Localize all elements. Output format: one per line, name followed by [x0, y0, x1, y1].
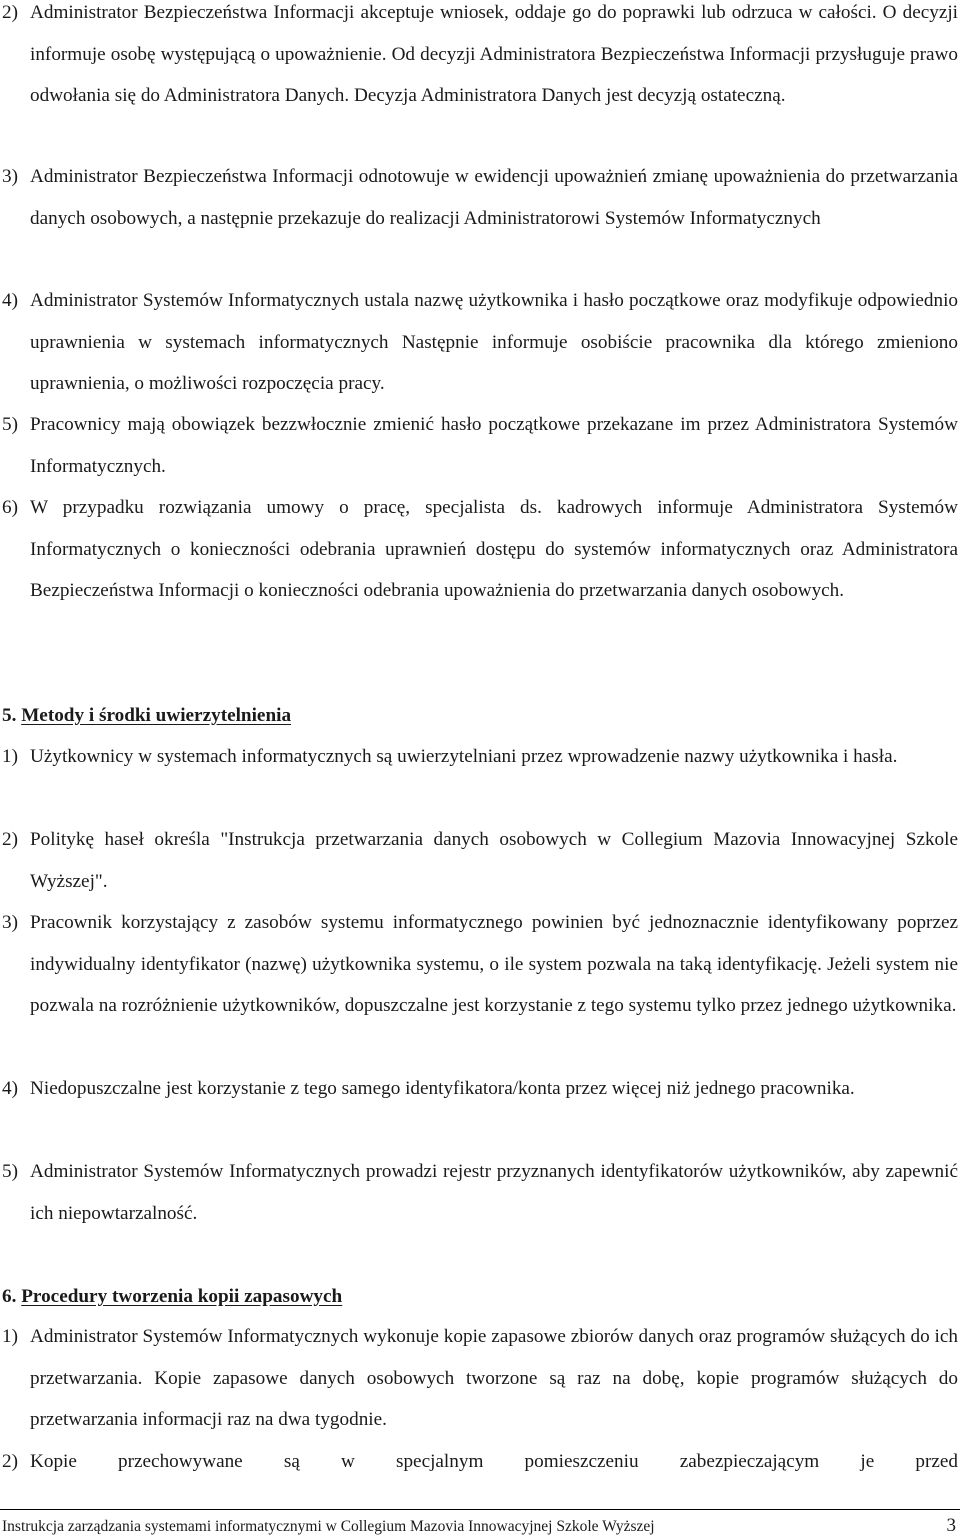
- item-number: 3): [2, 166, 18, 187]
- item-number: 2): [2, 829, 18, 850]
- item-text: Administrator Bezpieczeństwa Informacji odnotowuje w ewidencji upoważnień zmianę upoważnienia do przetwarzania danych osobowych, a następnie przekazuje do realizacji Administratorowi Systemów Informatycznych: [30, 166, 958, 229]
- section-heading: [2, 1282, 342, 1312]
- footer-title: Instrukcja zarządzania systemami informatycznymi w Collegium Mazovia Innowacyjnej Szkole Wyższej: [2, 1518, 655, 1535]
- list-item: [0, 1316, 960, 1441]
- list-item: [0, 404, 960, 487]
- section-heading: [2, 701, 291, 731]
- item-text: Administrator Systemów Informatycznych wykonuje kopie zapasowe zbiorów danych oraz programów służących do ich przetwarzania. Kopie zapasowe danych osobowych tworzone są raz na dobę, kopie programów służących do przetwarzania informacji raz na dwa tygodnie.: [30, 1326, 958, 1430]
- item-number: 1): [2, 1326, 18, 1347]
- item-text: Politykę haseł określa "Instrukcja przetwarzania danych osobowych w Collegium Mazovia Innowacyjnej Szkole Wyższej".: [30, 829, 958, 892]
- list-item: [0, 819, 960, 902]
- item-number: 4): [2, 290, 18, 311]
- item-number: 2): [2, 2, 18, 23]
- item-text: W przypadku rozwiązania umowy o pracę, specjalista ds. kadrowych informuje Administratora Systemów Informatycznych o konieczności odebrania uprawnień dostępu do systemów informatycznych oraz Administratora Bezpieczeństwa Informacji o konieczności odebrania upoważnienia do przetwarzania danych osobowych.: [30, 497, 958, 601]
- item-text: Administrator Systemów Informatycznych ustala nazwę użytkownika i hasło początkowe oraz modyfikuje odpowiednio uprawnienia w systemach informatycznych Następnie informuje osobiście pracownika dla którego zmieniono uprawnienia, o możliwości rozpoczęcia pracy.: [30, 290, 958, 394]
- list-item: [0, 1068, 960, 1110]
- item-number: 5): [2, 1161, 18, 1182]
- list-item: [0, 1151, 960, 1234]
- item-number: 6): [2, 497, 18, 518]
- list-item: [0, 902, 960, 1027]
- item-text: Niedopuszczalne jest korzystanie z tego samego identyfikatora/konta przez więcej niż jednego pracownika.: [30, 1078, 855, 1099]
- footer-divider: [0, 1509, 960, 1510]
- section-title: Metody i środki uwierzytelnienia: [21, 705, 292, 726]
- item-number: 4): [2, 1078, 18, 1099]
- list-item: [0, 156, 960, 239]
- item-text: Pracownik korzystający z zasobów systemu informatycznego powinien być jednoznacznie identyfikowany poprzez indywidualny identyfikator (nazwę) użytkownika systemu, o ile system pozwala na taką identyfikację. Jeżeli system nie pozwala na rozróżnienie użytkowników, dopuszczalne jest korzystanie z tego systemu tylko przez jednego użytkownika.: [30, 912, 958, 1016]
- section-number: 6.: [2, 1286, 17, 1307]
- list-item: [0, 736, 960, 778]
- item-text: Użytkownicy w systemach informatycznych są uwierzytelniani przez wprowadzenie nazwy użytkownika i hasła.: [30, 746, 898, 767]
- list-item: [0, 280, 960, 405]
- item-text: Kopie przechowywane są w specjalnym pomieszczeniu zabezpieczającym je przed: [30, 1451, 958, 1472]
- item-number: 1): [2, 746, 18, 767]
- list-item: [0, 487, 960, 612]
- item-text: Administrator Systemów Informatycznych prowadzi rejestr przyznanych identyfikatorów użytkowników, aby zapewnić ich niepowtarzalność.: [30, 1161, 958, 1224]
- item-number: 3): [2, 912, 18, 933]
- section-title: Procedury tworzenia kopii zapasowych: [21, 1286, 343, 1307]
- section-number: 5.: [2, 705, 17, 726]
- list-item: [0, 0, 960, 117]
- item-text: Administrator Bezpieczeństwa Informacji akceptuje wniosek, oddaje go do poprawki lub odrzuca w całości. O decyzji informuje osobę występującą o upoważnienie. Od decyzji Administratora Bezpieczeństwa Informacji przysługuje prawo odwołania się do Administratora Danych. Decyzja Administratora Danych jest decyzją ostateczną.: [30, 2, 958, 106]
- item-number: 5): [2, 414, 18, 435]
- list-item: [0, 1441, 960, 1483]
- item-text: Pracownicy mają obowiązek bezzwłocznie zmienić hasło początkowe przekazane im przez Administratora Systemów Informatycznych.: [30, 414, 958, 477]
- page-number: 3: [946, 1515, 956, 1536]
- item-number: 2): [2, 1451, 18, 1472]
